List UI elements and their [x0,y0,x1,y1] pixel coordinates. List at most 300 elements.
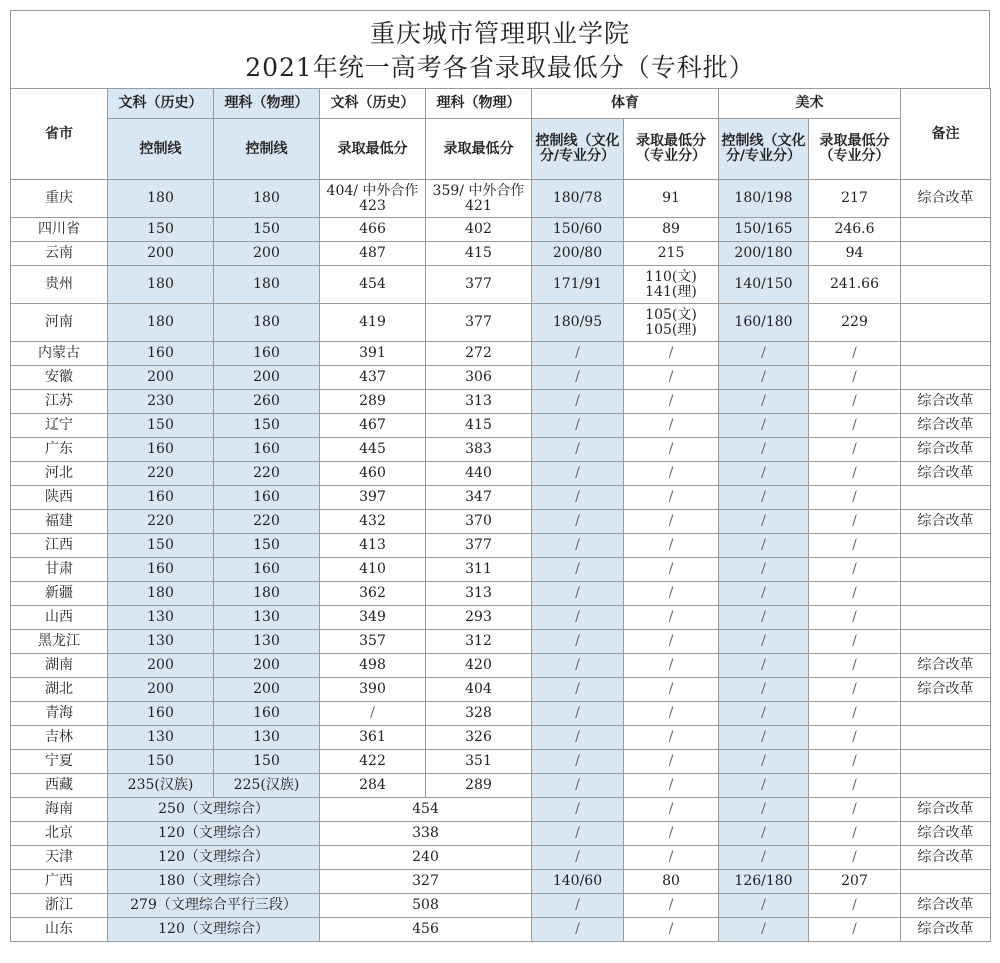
table-row [11,558,991,582]
arts-control-cell: / [719,630,809,654]
remark-cell [901,750,991,774]
province-cell: 湖南 [11,654,108,678]
wen-control-cell: 180 [108,180,214,218]
table-row [11,726,991,750]
wen-control-cell: 150 [108,414,214,438]
table-row [11,702,991,726]
arts-min-cell: 241.66 [809,266,901,304]
remark-cell: 综合改革 [901,438,991,462]
wen-min-cell: 413 [320,534,426,558]
wen-min-cell: 362 [320,582,426,606]
arts-control-cell: 200/180 [719,242,809,266]
table-row [11,894,991,918]
sports-control-cell: / [532,654,624,678]
province-cell: 北京 [11,822,108,846]
title-box [10,10,990,88]
arts-control-cell: 180/198 [719,180,809,218]
sports-control-cell: / [532,534,624,558]
sports-control-cell: / [532,582,624,606]
wen-min-cell: 284 [320,774,426,798]
arts-control-cell: / [719,750,809,774]
arts-min-cell: / [809,918,901,942]
header-control-line-li: 控制线 [214,119,320,180]
sports-min-cell: / [624,342,719,366]
li-min-cell: 306 [426,366,532,390]
sports-control-cell: / [532,750,624,774]
arts-min-cell: / [809,822,901,846]
li-control-cell: 220 [214,510,320,534]
province-cell: 江西 [11,534,108,558]
table-row [11,582,991,606]
wen-control-cell: 150 [108,218,214,242]
wen-control-cell: 180 [108,266,214,304]
remark-cell: 综合改革 [901,510,991,534]
sports-control-cell: / [532,558,624,582]
province-cell: 江苏 [11,390,108,414]
sports-control-cell: / [532,414,624,438]
li-min-cell: 311 [426,558,532,582]
remark-cell [901,774,991,798]
remark-cell [901,702,991,726]
table-row [11,242,991,266]
arts-control-cell: / [719,678,809,702]
arts-min-cell: / [809,486,901,510]
table-row [11,462,991,486]
arts-control-cell: 140/150 [719,266,809,304]
table-row [11,774,991,798]
sports-control-cell: / [532,510,624,534]
arts-control-cell: / [719,342,809,366]
arts-control-cell: / [719,534,809,558]
wen-min-cell: 289 [320,390,426,414]
sports-min-cell: / [624,918,719,942]
sports-min-cell: / [624,822,719,846]
header-wenke-history: 文科（历史） [108,89,214,119]
arts-control-cell: / [719,798,809,822]
remark-cell: 综合改革 [901,798,991,822]
combined-min-cell: 327 [320,870,532,894]
header-arts-min: 录取最低分（专业分） [809,119,901,180]
province-cell: 福建 [11,510,108,534]
arts-min-cell: 246.6 [809,218,901,242]
sports-control-cell: / [532,462,624,486]
header-sports: 体育 [532,89,719,119]
sports-control-cell: / [532,678,624,702]
combined-control-cell: 120（文理综合） [108,846,320,870]
remark-cell [901,218,991,242]
sports-min-cell: / [624,894,719,918]
sports-control-cell: / [532,798,624,822]
header-province: 省市 [11,89,108,180]
header-control-line-wen: 控制线 [108,119,214,180]
wen-control-cell: 130 [108,630,214,654]
sports-control-cell: 150/60 [532,218,624,242]
sports-control-cell: 180/78 [532,180,624,218]
wen-min-cell: 422 [320,750,426,774]
remark-cell [901,486,991,510]
li-control-cell: 160 [214,702,320,726]
sports-control-cell: / [532,918,624,942]
li-min-cell: 289 [426,774,532,798]
sports-min-cell: 110(文) 141(理) [624,266,719,304]
wen-control-cell: 160 [108,438,214,462]
sports-min-cell: / [624,606,719,630]
sports-min-cell: / [624,630,719,654]
sports-min-cell: / [624,582,719,606]
li-min-cell: 415 [426,414,532,438]
sports-min-cell: / [624,726,719,750]
combined-min-cell: 240 [320,846,532,870]
arts-min-cell: / [809,846,901,870]
remark-cell [901,534,991,558]
table-row [11,654,991,678]
wen-control-cell: 220 [108,462,214,486]
arts-control-cell: / [719,366,809,390]
li-min-cell: 370 [426,510,532,534]
arts-min-cell: / [809,630,901,654]
li-control-cell: 160 [214,342,320,366]
province-cell: 重庆 [11,180,108,218]
li-min-cell: 420 [426,654,532,678]
sports-control-cell: / [532,702,624,726]
table-title: 2021年统一高考各省录取最低分（专科批） [245,53,755,82]
arts-control-cell: / [719,774,809,798]
li-control-cell: 180 [214,266,320,304]
arts-control-cell: 126/180 [719,870,809,894]
table-row [11,414,991,438]
arts-control-cell: / [719,846,809,870]
header-like-physics-2: 理科（物理） [426,89,532,119]
wen-min-cell: 391 [320,342,426,366]
wen-min-cell: 445 [320,438,426,462]
sports-control-cell: / [532,774,624,798]
arts-min-cell: / [809,366,901,390]
header-sports-min: 录取最低分（专业分） [624,119,719,180]
table-body [11,180,991,942]
sports-min-cell: / [624,534,719,558]
table-row [11,180,991,218]
li-min-cell: 415 [426,242,532,266]
remark-cell [901,630,991,654]
sports-min-cell: / [624,438,719,462]
header-arts: 美术 [719,89,901,119]
remark-cell [901,266,991,304]
li-min-cell: 313 [426,582,532,606]
sports-min-cell: / [624,366,719,390]
li-control-cell: 200 [214,366,320,390]
wen-min-cell: 460 [320,462,426,486]
remark-cell [901,304,991,342]
arts-min-cell: / [809,534,901,558]
li-control-cell: 225(汉族) [214,774,320,798]
sports-min-cell: / [624,390,719,414]
table-row [11,918,991,942]
combined-min-cell: 338 [320,822,532,846]
arts-min-cell: / [809,414,901,438]
header-sports-control: 控制线（文化分/专业分） [532,119,624,180]
arts-control-cell: / [719,606,809,630]
remark-cell [901,870,991,894]
wen-min-cell: 432 [320,510,426,534]
province-cell: 辽宁 [11,414,108,438]
remark-cell [901,558,991,582]
li-min-cell: 383 [426,438,532,462]
sports-min-cell: / [624,774,719,798]
li-control-cell: 260 [214,390,320,414]
wen-min-cell: 498 [320,654,426,678]
sports-min-cell: / [624,486,719,510]
sports-min-cell: 91 [624,180,719,218]
arts-min-cell: / [809,750,901,774]
wen-control-cell: 160 [108,342,214,366]
remark-cell: 综合改革 [901,918,991,942]
province-cell: 宁夏 [11,750,108,774]
arts-control-cell: / [719,822,809,846]
wen-control-cell: 150 [108,750,214,774]
wen-min-cell: / [320,702,426,726]
li-min-cell: 440 [426,462,532,486]
wen-control-cell: 150 [108,534,214,558]
li-control-cell: 220 [214,462,320,486]
wen-min-cell: 419 [320,304,426,342]
wen-min-cell: 466 [320,218,426,242]
li-min-cell: 312 [426,630,532,654]
table-row [11,510,991,534]
remark-cell [901,582,991,606]
arts-min-cell: 217 [809,180,901,218]
province-cell: 黑龙江 [11,630,108,654]
arts-control-cell: 160/180 [719,304,809,342]
province-cell: 贵州 [11,266,108,304]
table-row [11,822,991,846]
arts-control-cell: / [719,702,809,726]
province-cell: 陕西 [11,486,108,510]
wen-control-cell: 180 [108,582,214,606]
li-control-cell: 180 [214,180,320,218]
li-control-cell: 160 [214,438,320,462]
table-row [11,846,991,870]
remark-cell: 综合改革 [901,390,991,414]
li-control-cell: 200 [214,678,320,702]
combined-min-cell: 456 [320,918,532,942]
arts-min-cell: / [809,462,901,486]
province-cell: 山东 [11,918,108,942]
li-control-cell: 150 [214,218,320,242]
remark-cell: 综合改革 [901,822,991,846]
sports-min-cell: / [624,702,719,726]
combined-control-cell: 120（文理综合） [108,822,320,846]
sports-control-cell: / [532,342,624,366]
li-control-cell: 160 [214,558,320,582]
remark-cell: 综合改革 [901,462,991,486]
province-cell: 云南 [11,242,108,266]
wen-min-cell: 390 [320,678,426,702]
sports-min-cell: / [624,678,719,702]
arts-min-cell: / [809,894,901,918]
combined-min-cell: 508 [320,894,532,918]
arts-min-cell: / [809,702,901,726]
arts-min-cell: 229 [809,304,901,342]
remark-cell [901,242,991,266]
wen-control-cell: 220 [108,510,214,534]
province-cell: 西藏 [11,774,108,798]
wen-control-cell: 200 [108,366,214,390]
sports-min-cell: / [624,654,719,678]
header-arts-control: 控制线（文化分/专业分） [719,119,809,180]
table-row [11,486,991,510]
arts-control-cell: / [719,462,809,486]
li-min-cell: 404 [426,678,532,702]
wen-control-cell: 180 [108,304,214,342]
table-row [11,534,991,558]
li-control-cell: 130 [214,606,320,630]
arts-min-cell: / [809,726,901,750]
li-min-cell: 313 [426,390,532,414]
sports-control-cell: 180/95 [532,304,624,342]
province-cell: 浙江 [11,894,108,918]
arts-min-cell: / [809,582,901,606]
li-control-cell: 180 [214,304,320,342]
sports-min-cell: / [624,414,719,438]
arts-min-cell: 207 [809,870,901,894]
table-row [11,630,991,654]
arts-control-cell: / [719,918,809,942]
arts-min-cell: 94 [809,242,901,266]
remark-cell: 综合改革 [901,678,991,702]
arts-min-cell: / [809,558,901,582]
remark-cell: 综合改革 [901,654,991,678]
combined-min-cell: 454 [320,798,532,822]
combined-control-cell: 120（文理综合） [108,918,320,942]
li-min-cell: 402 [426,218,532,242]
li-control-cell: 200 [214,654,320,678]
province-cell: 海南 [11,798,108,822]
li-control-cell: 160 [214,486,320,510]
wen-min-cell: 357 [320,630,426,654]
table-row [11,304,991,342]
arts-min-cell: / [809,438,901,462]
wen-min-cell: 361 [320,726,426,750]
wen-control-cell: 130 [108,726,214,750]
li-control-cell: 200 [214,242,320,266]
li-control-cell: 150 [214,534,320,558]
remark-cell [901,606,991,630]
wen-control-cell: 160 [108,486,214,510]
combined-control-cell: 250（文理综合） [108,798,320,822]
table-row [11,390,991,414]
sports-min-cell: / [624,462,719,486]
sports-min-cell: 215 [624,242,719,266]
arts-min-cell: / [809,342,901,366]
table-row [11,798,991,822]
sports-min-cell: 80 [624,870,719,894]
wen-control-cell: 200 [108,242,214,266]
wen-min-cell: 467 [320,414,426,438]
wen-control-cell: 235(汉族) [108,774,214,798]
province-cell: 内蒙古 [11,342,108,366]
table-row [11,870,991,894]
remark-cell: 综合改革 [901,414,991,438]
arts-control-cell: / [719,438,809,462]
table-row [11,606,991,630]
combined-control-cell: 279（文理综合平行三段） [108,894,320,918]
wen-control-cell: 130 [108,606,214,630]
li-min-cell: 377 [426,304,532,342]
remark-cell [901,726,991,750]
sports-min-cell: / [624,798,719,822]
arts-control-cell: / [719,510,809,534]
sports-control-cell: / [532,606,624,630]
table-row [11,266,991,304]
sports-min-cell: 105(文) 105(理) [624,304,719,342]
sports-control-cell: 200/80 [532,242,624,266]
wen-min-cell: 454 [320,266,426,304]
table-row [11,438,991,462]
wen-min-cell: 404/ 中外合作423 [320,180,426,218]
school-title: 重庆城市管理职业学院 [369,19,630,48]
arts-min-cell: / [809,798,901,822]
arts-control-cell: 150/165 [719,218,809,242]
arts-control-cell: / [719,414,809,438]
arts-min-cell: / [809,390,901,414]
province-cell: 安徽 [11,366,108,390]
li-min-cell: 377 [426,534,532,558]
sports-control-cell: 140/60 [532,870,624,894]
arts-control-cell: / [719,654,809,678]
wen-control-cell: 200 [108,678,214,702]
arts-control-cell: / [719,390,809,414]
sports-control-cell: / [532,366,624,390]
li-min-cell: 359/ 中外合作421 [426,180,532,218]
sports-control-cell: / [532,438,624,462]
sports-control-cell: / [532,894,624,918]
wen-min-cell: 437 [320,366,426,390]
sports-control-cell: / [532,390,624,414]
sports-min-cell: / [624,846,719,870]
arts-min-cell: / [809,606,901,630]
sports-control-cell: / [532,630,624,654]
remark-cell [901,342,991,366]
li-min-cell: 328 [426,702,532,726]
province-cell: 新疆 [11,582,108,606]
li-min-cell: 293 [426,606,532,630]
sports-min-cell: / [624,558,719,582]
province-cell: 广西 [11,870,108,894]
province-cell: 四川省 [11,218,108,242]
sports-control-cell: / [532,486,624,510]
li-min-cell: 326 [426,726,532,750]
arts-min-cell: / [809,654,901,678]
arts-control-cell: / [719,558,809,582]
province-cell: 吉林 [11,726,108,750]
wen-min-cell: 349 [320,606,426,630]
sports-min-cell: 89 [624,218,719,242]
header-min-score-li: 录取最低分 [426,119,532,180]
li-control-cell: 150 [214,750,320,774]
remark-cell: 综合改革 [901,846,991,870]
wen-control-cell: 160 [108,558,214,582]
wen-min-cell: 487 [320,242,426,266]
li-control-cell: 130 [214,630,320,654]
header-wenke-history-2: 文科（历史） [320,89,426,119]
wen-control-cell: 160 [108,702,214,726]
table-row [11,750,991,774]
sports-control-cell: / [532,726,624,750]
li-min-cell: 351 [426,750,532,774]
province-cell: 河南 [11,304,108,342]
province-cell: 湖北 [11,678,108,702]
table-row [11,678,991,702]
